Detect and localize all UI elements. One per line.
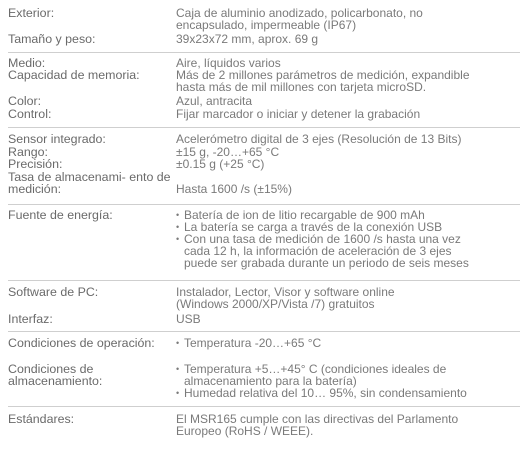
spec-row-power	[8, 209, 520, 269]
spec-label: Tamaño y peso:	[8, 32, 96, 46]
spec-label: Condiciones de operación:	[8, 336, 155, 350]
spec-value: Fijar marcador o iniciar y detener la grabación	[176, 107, 421, 121]
spec-value	[176, 209, 520, 269]
section-divider	[8, 127, 520, 128]
bullet-item: • Humedad relativa del 10… 95%, sin condensamiento	[176, 387, 520, 399]
spec-row-size-weight	[8, 33, 520, 45]
spec-row-operating	[8, 337, 520, 349]
spec-value: Hasta 1600 /s (±15%)	[176, 182, 292, 196]
spec-value	[176, 363, 520, 399]
bullet-continuation: almacenamiento para la batería)	[184, 374, 357, 388]
spec-label: Medio:	[8, 56, 46, 70]
spec-value: Más de 2 millones parámetros de medición, expandible hasta más de mil millones con tarjeta microSD.	[176, 68, 470, 94]
spec-label: Fuente de energía:	[8, 208, 113, 222]
spec-value: Azul, antracita	[176, 94, 253, 108]
spec-row-control	[8, 108, 520, 120]
section-divider	[8, 331, 520, 332]
spec-label: Estándares:	[8, 412, 75, 426]
spec-label: Interfaz:	[8, 312, 53, 326]
spec-value: ±15 g, -20…+65 °C	[176, 145, 280, 159]
spec-label: Capacidad de memoria:	[8, 68, 140, 82]
spec-value	[176, 337, 520, 349]
spec-value: Acelerómetro digital de 3 ejes (Resolución de 13 Bits)	[176, 132, 462, 146]
spec-label: Color:	[8, 94, 42, 108]
spec-row-rate	[8, 171, 520, 195]
spec-label: Tasa de almacenami- ento de medición:	[8, 170, 171, 196]
spec-row-interface	[8, 313, 520, 325]
spec-value: El MSR165 cumple con las directivas del Parlamento Europeo (RoHS / WEEE).	[176, 412, 459, 438]
spec-row-exterior	[8, 7, 520, 31]
spec-label: Condiciones de almacenamiento:	[8, 362, 103, 388]
spec-value: Instalador, Lector, Visor y software online (Windows 2000/XP/Vista /7) gratuitos	[176, 285, 395, 311]
spec-label: Software de PC:	[8, 285, 99, 299]
spec-value: Aire, líquidos varios	[176, 56, 281, 70]
spec-label: Exterior:	[8, 6, 55, 20]
spec-row-software	[8, 286, 520, 310]
section-divider	[8, 52, 520, 53]
spec-row-precision	[8, 158, 520, 170]
section-divider	[8, 280, 520, 281]
spec-row-color	[8, 95, 520, 107]
spec-row-standards	[8, 413, 520, 437]
bullet-continuation: puede ser grabada durante un periodo de seis meses	[184, 256, 469, 270]
bullet-item: • Batería de ion de litio recargable de 900 mAh	[176, 209, 520, 221]
spec-value: USB	[176, 312, 201, 326]
spec-row-range	[8, 146, 520, 158]
section-divider	[8, 204, 520, 205]
spec-label: Rango:	[8, 145, 48, 159]
spec-label: Sensor integrado:	[8, 132, 106, 146]
bullet-item: • Temperatura -20…+65 °C	[176, 337, 520, 349]
bullet-continuation: cada 12 h, la información de aceleración de 3 ejes	[184, 244, 452, 258]
spec-value: 39x23x72 mm, aprox. 69 g	[176, 32, 319, 46]
spec-row-sensor	[8, 133, 520, 145]
spec-row-memory	[8, 69, 520, 93]
spec-label: Control:	[8, 107, 52, 121]
spec-value: ±0.15 g (+25 °C)	[176, 157, 265, 171]
section-divider	[8, 406, 520, 407]
bullet-item: • Con una tasa de medición de 1600 /s hasta una vez	[176, 233, 520, 245]
spec-row-storage	[8, 363, 520, 399]
spec-value: Caja de aluminio anodizado, policarbonato, no encapsulado, impermeable (IP67)	[176, 6, 423, 32]
spec-label: Precisión:	[8, 157, 63, 171]
bullet-item: • La batería se carga a través de la conexión USB	[176, 221, 520, 233]
bullet-item: • Temperatura +5…+45° C (condiciones ideales de	[176, 363, 520, 375]
